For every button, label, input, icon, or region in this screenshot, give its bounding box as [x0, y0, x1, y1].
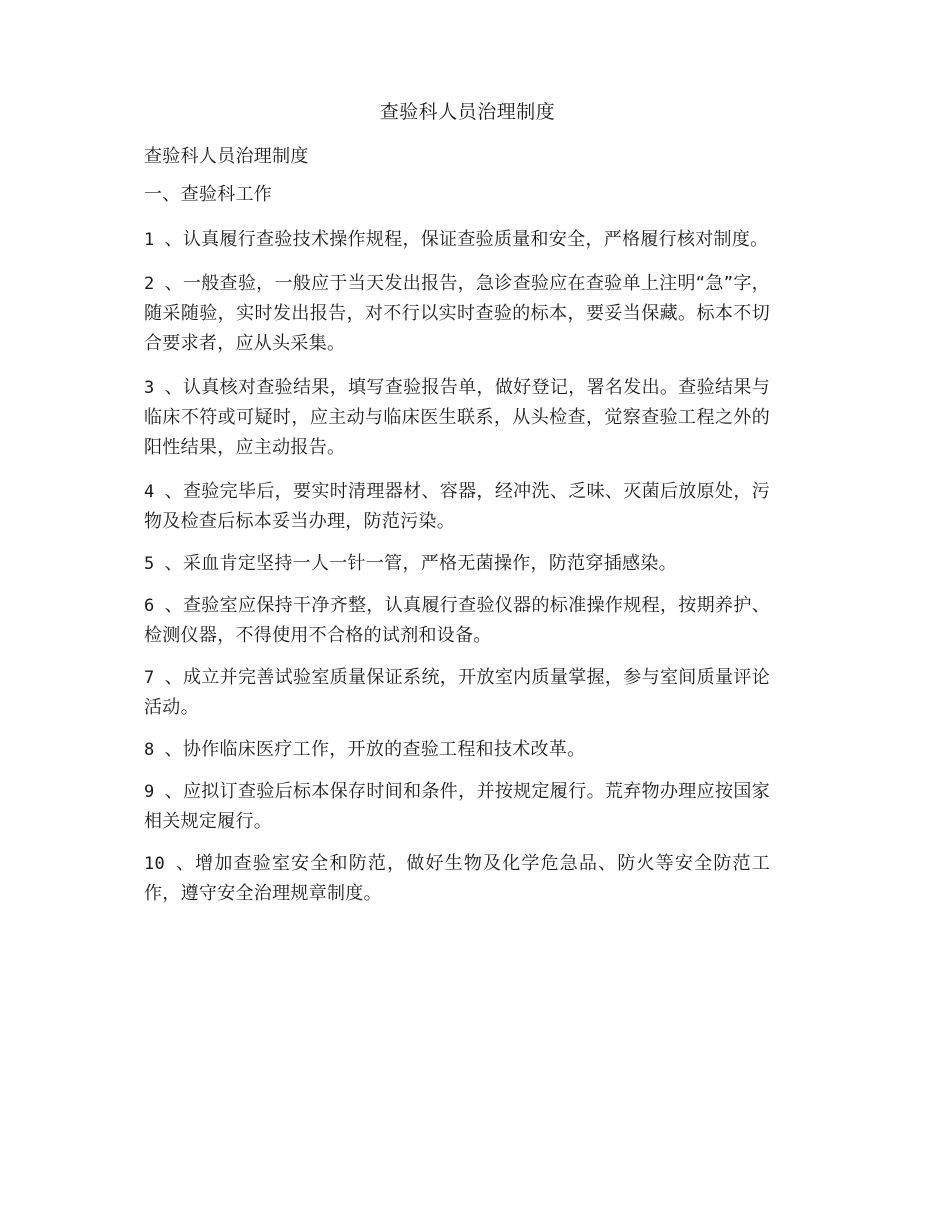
- document-subtitle: 查验科人员治理制度: [144, 146, 309, 167]
- item-text: 、增加查验室安全和防范，做好生物及化学危急品、防火等安全防范工作，遵守安全治理规章制度。: [144, 853, 770, 904]
- list-item: [144, 777, 770, 837]
- item-number: 1: [144, 230, 155, 250]
- item-number: 4: [144, 482, 155, 502]
- list-item: [144, 373, 770, 463]
- list-item: [144, 225, 770, 255]
- list-item: [144, 735, 770, 765]
- item-number: 9: [144, 782, 155, 802]
- item-text: 、查验完毕后，要实时清理器材、容器，经冲洗、乏味、灭菌后放原处，污物及检查后标本妥当办理，防范污染。: [144, 481, 770, 532]
- list-item: [144, 269, 770, 359]
- item-number: 7: [144, 668, 155, 688]
- document-body: [144, 142, 770, 921]
- item-number: 3: [144, 378, 155, 398]
- item-text: 、成立并完善试验室质量保证系统，开放室内质量掌握，参与室间质量评论活动。: [144, 667, 770, 718]
- document-title: 查验科人员治理制度: [379, 101, 556, 123]
- list-item: [144, 591, 770, 651]
- item-text: 、协作临床医疗工作，开放的查验工程和技术改革。: [164, 739, 586, 760]
- item-number: 6: [144, 596, 155, 616]
- item-number: 10: [144, 854, 166, 874]
- list-item: [144, 549, 770, 579]
- list-item: [144, 849, 770, 909]
- item-number: 5: [144, 554, 155, 574]
- item-text: 、认真履行查验技术操作规程，保证查验质量和安全，严格履行核对制度。: [164, 229, 769, 250]
- item-number: 2: [144, 274, 155, 294]
- item-text: 、认真核对查验结果，填写查验报告单，做好登记，署名发出。查验结果与临床不符或可疑时，应主动与临床医生联系，从头检查，觉察查验工程之外的阳性结果，应主动报告。: [144, 377, 770, 458]
- item-text: 、查验室应保持干净齐整，认真履行查验仪器的标准操作规程，按期养护、检测仪器，不得使用不合格的试剂和设备。: [144, 595, 770, 646]
- list-item: [144, 663, 770, 723]
- list-item: [144, 477, 770, 537]
- item-text: 、采血肯定坚持一人一针一管，严格无菌操作，防范穿插感染。: [164, 553, 677, 574]
- section-heading: 一、查验科工作: [144, 184, 273, 205]
- item-text: 、应拟订查验后标本保存时间和条件，并按规定履行。荒弃物办理应按国家相关规定履行。: [144, 781, 770, 832]
- item-number: 8: [144, 740, 155, 760]
- item-text: 、一般查验，一般应于当天发出报告，急诊查验应在查验单上注明“急”字，随采随验，实时发出报告，对不行以实时查验的标本，要妥当保藏。标本不切合要求者，应从头采集。: [144, 273, 770, 354]
